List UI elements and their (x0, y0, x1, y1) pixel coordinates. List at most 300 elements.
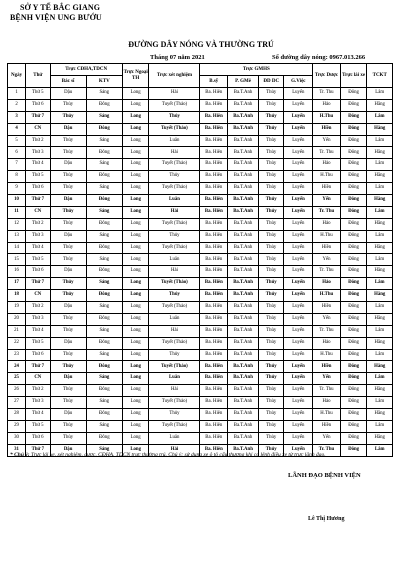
cell-thu: CN (26, 206, 50, 218)
cell-gviec: Luyến (284, 373, 313, 385)
cell-bacsi: Thủy (50, 218, 86, 230)
cell-xetnghiem: Thủy (149, 230, 200, 242)
signer-name: Lê Thị Hương (308, 516, 345, 522)
cell-pgmc: Ba.T.Anh (228, 349, 259, 361)
cell-bsy: Ba. Hiên (200, 420, 228, 432)
cell-laixe: Đông (340, 373, 367, 385)
cell-duoc: Hiền (313, 361, 341, 373)
cell-gviec: Luyến (284, 183, 313, 195)
cell-bacsi: Dậu (50, 266, 86, 278)
cell-tckt: Lâm (367, 373, 393, 385)
col-header-tckt: TCKT (367, 64, 393, 88)
cell-ngoai: Long (122, 218, 149, 230)
table-row (8, 349, 393, 361)
cell-tckt: Lâm (367, 135, 393, 147)
cell-gviec: Luyến (284, 254, 313, 266)
cell-bacsi: Thủy (50, 420, 86, 432)
cell-pgmc: Ba.T.Anh (228, 432, 259, 444)
cell-ktv: Đông (86, 385, 122, 397)
table-row (8, 242, 393, 254)
cell-bsy: Ba. Hiên (200, 385, 228, 397)
cell-thu: Thứ 4 (26, 325, 50, 337)
col-header-duoc: Trực Dược (313, 64, 341, 88)
cell-bacsi: Thủy (50, 349, 86, 361)
cell-gviec: Luyến (284, 290, 313, 302)
cell-gviec: Luyến (284, 195, 313, 207)
cell-xetnghiem: Hải (149, 266, 200, 278)
table-row (8, 290, 393, 302)
cell-pgmc: Ba.T.Anh (228, 278, 259, 290)
document-month: Tháng 07 năm 2021 (150, 54, 205, 61)
cell-dddc: Thủy (258, 195, 284, 207)
table-row (8, 373, 393, 385)
cell-dddc: Thủy (258, 444, 284, 456)
cell-ngay: 29 (8, 420, 26, 432)
cell-dddc: Thủy (258, 349, 284, 361)
cell-pgmc: Ba.T.Anh (228, 361, 259, 373)
cell-ngay: 13 (8, 230, 26, 242)
cell-ngay: 27 (8, 397, 26, 409)
cell-ngoai: Long (122, 111, 149, 123)
footnote-label: * Chú ý: (10, 452, 30, 458)
cell-laixe: Đông (340, 111, 367, 123)
cell-ktv: Sáng (86, 135, 122, 147)
cell-tckt: Lâm (367, 230, 393, 242)
cell-thu: CN (26, 290, 50, 302)
col-header-dddc: ĐD DC (258, 76, 284, 88)
table-row (8, 88, 393, 100)
cell-bacsi: Dậu (50, 337, 86, 349)
cell-duoc: Yến (313, 373, 341, 385)
cell-ktv: Đông (86, 266, 122, 278)
cell-xetnghiem: Tuyết (Thảo) (149, 123, 200, 135)
cell-xetnghiem: Hải (149, 385, 200, 397)
cell-bacsi: Dậu (50, 195, 86, 207)
cell-pgmc: Ba.T.Anh (228, 385, 259, 397)
cell-thu: Thứ 7 (26, 361, 50, 373)
cell-ngoai: Long (122, 349, 149, 361)
cell-duoc: Yến (313, 432, 341, 444)
cell-ktv: Đông (86, 123, 122, 135)
cell-ktv: Sáng (86, 230, 122, 242)
table-row (8, 325, 393, 337)
cell-ktv: Đông (86, 99, 122, 111)
cell-ngoai: Long (122, 290, 149, 302)
cell-bacsi: Dậu (50, 409, 86, 421)
table-row (8, 123, 393, 135)
cell-thu: Thứ 6 (26, 266, 50, 278)
cell-xetnghiem: Luân (149, 195, 200, 207)
cell-tckt: Lâm (367, 159, 393, 171)
cell-ngay: 21 (8, 325, 26, 337)
cell-thu: Thứ 4 (26, 242, 50, 254)
cell-ngay: 11 (8, 206, 26, 218)
cell-duoc: Yến (313, 313, 341, 325)
cell-ktv: Đông (86, 337, 122, 349)
cell-gviec: Luyến (284, 99, 313, 111)
cell-bacsi: Thủy (50, 171, 86, 183)
cell-ngay: 17 (8, 278, 26, 290)
table-row (8, 183, 393, 195)
cell-duoc: Hiền (313, 183, 341, 195)
cell-bacsi: Dậu (50, 230, 86, 242)
cell-ngay: 16 (8, 266, 26, 278)
cell-bacsi: Thủy (50, 99, 86, 111)
table-row (8, 361, 393, 373)
cell-pgmc: Ba.T.Anh (228, 171, 259, 183)
cell-ktv: Sáng (86, 420, 122, 432)
cell-dddc: Thủy (258, 313, 284, 325)
cell-tckt: Lâm (367, 278, 393, 290)
cell-ngoai: Long (122, 420, 149, 432)
cell-thu: CN (26, 373, 50, 385)
cell-dddc: Thủy (258, 183, 284, 195)
cell-gviec: Luyến (284, 302, 313, 314)
table-row (8, 397, 393, 409)
cell-ngoai: Long (122, 278, 149, 290)
cell-ngay: 26 (8, 385, 26, 397)
col-header-gmhs: Trực GMHS (200, 64, 313, 76)
cell-bsy: Ba. Hiên (200, 123, 228, 135)
cell-tckt: Lâm (367, 254, 393, 266)
table-row (8, 420, 393, 432)
cell-laixe: Đông (340, 88, 367, 100)
table-row (8, 171, 393, 183)
cell-bsy: Ba. Hiên (200, 373, 228, 385)
cell-bacsi: Thủy (50, 206, 86, 218)
cell-pgmc: Ba.T.Anh (228, 397, 259, 409)
duty-roster-table (7, 63, 393, 457)
cell-bsy: Ba. Hiên (200, 111, 228, 123)
cell-pgmc: Ba.T.Anh (228, 409, 259, 421)
cell-tckt: Hằng (367, 218, 393, 230)
col-header-xetnghiem: Trực xét nghiệm (149, 64, 200, 88)
cell-laixe: Đông (340, 278, 367, 290)
cell-duoc: Tr. Thu (313, 266, 341, 278)
cell-ngay: 8 (8, 171, 26, 183)
cell-ktv: Sáng (86, 302, 122, 314)
cell-tckt: Hằng (367, 432, 393, 444)
cell-laixe: Đông (340, 183, 367, 195)
cell-gviec: Luyến (284, 230, 313, 242)
cell-ngay: 31 (8, 444, 26, 456)
cell-tckt: Lâm (367, 397, 393, 409)
footnote (10, 452, 395, 459)
cell-tckt: Hằng (367, 123, 393, 135)
table-row (8, 99, 393, 111)
table-row (8, 278, 393, 290)
cell-laixe: Đông (340, 195, 367, 207)
cell-duoc: Hảo (313, 337, 341, 349)
cell-gviec: Luyến (284, 147, 313, 159)
cell-pgmc: Ba.T.Anh (228, 444, 259, 456)
cell-bacsi: Thủy (50, 432, 86, 444)
table-row (8, 111, 393, 123)
cell-bacsi: Thủy (50, 278, 86, 290)
cell-bsy: Ba. Hiên (200, 349, 228, 361)
cell-bsy: Ba. Hiên (200, 290, 228, 302)
cell-ngoai: Long (122, 337, 149, 349)
cell-thu: Thứ 2 (26, 385, 50, 397)
col-header-cdha: Trực CĐHA,TDCN (50, 64, 122, 76)
cell-dddc: Thủy (258, 135, 284, 147)
cell-duoc: Yến (313, 254, 341, 266)
cell-ngoai: Long (122, 159, 149, 171)
cell-thu: Thứ 7 (26, 195, 50, 207)
cell-ngoai: Long (122, 195, 149, 207)
cell-tckt: Hằng (367, 313, 393, 325)
cell-ngay: 25 (8, 373, 26, 385)
cell-ngay: 12 (8, 218, 26, 230)
cell-xetnghiem: Luân (149, 432, 200, 444)
cell-thu: Thứ 6 (26, 183, 50, 195)
cell-laixe: Đông (340, 135, 367, 147)
cell-pgmc: Ba.T.Anh (228, 313, 259, 325)
cell-ngoai: Long (122, 242, 149, 254)
cell-thu: Thứ 4 (26, 159, 50, 171)
cell-ktv: Sáng (86, 159, 122, 171)
cell-xetnghiem: Thủy (149, 349, 200, 361)
cell-gviec: Luyến (284, 206, 313, 218)
cell-dddc: Thủy (258, 397, 284, 409)
cell-ngoai: Long (122, 302, 149, 314)
cell-dddc: Thủy (258, 432, 284, 444)
cell-laixe: Đông (340, 290, 367, 302)
cell-duoc: Hảo (313, 99, 341, 111)
cell-ngay: 4 (8, 123, 26, 135)
cell-duoc: Hiền (313, 420, 341, 432)
cell-ktv: Đông (86, 218, 122, 230)
cell-pgmc: Ba.T.Anh (228, 373, 259, 385)
cell-thu: Thứ 3 (26, 313, 50, 325)
cell-ngay: 6 (8, 147, 26, 159)
cell-xetnghiem: Hải (149, 325, 200, 337)
cell-bsy: Ba. Hiên (200, 302, 228, 314)
cell-ngoai: Long (122, 325, 149, 337)
org-line-1: SỞ Y TẾ BẮC GIANG (20, 3, 101, 12)
cell-bacsi: Dậu (50, 88, 86, 100)
cell-xetnghiem: Tuyết (Thảo) (149, 218, 200, 230)
cell-laixe: Đông (340, 171, 367, 183)
table-row (8, 159, 393, 171)
cell-dddc: Thủy (258, 385, 284, 397)
cell-bsy: Ba. Hiên (200, 135, 228, 147)
cell-bacsi: Dậu (50, 302, 86, 314)
cell-dddc: Thủy (258, 88, 284, 100)
cell-tckt: Hằng (367, 147, 393, 159)
cell-laixe: Đông (340, 313, 367, 325)
cell-ngay: 1 (8, 88, 26, 100)
cell-laixe: Đông (340, 397, 367, 409)
cell-duoc: Hảo (313, 159, 341, 171)
cell-ngay: 23 (8, 349, 26, 361)
cell-ngay: 7 (8, 159, 26, 171)
cell-gviec: Luyến (284, 325, 313, 337)
col-header-ktv: KTV (86, 76, 122, 88)
cell-gviec: Luyến (284, 123, 313, 135)
cell-pgmc: Ba.T.Anh (228, 147, 259, 159)
cell-ngoai: Long (122, 206, 149, 218)
cell-ngoai: Long (122, 432, 149, 444)
cell-tckt: Lâm (367, 206, 393, 218)
cell-dddc: Thủy (258, 325, 284, 337)
cell-dddc: Thủy (258, 254, 284, 266)
cell-ngoai: Long (122, 88, 149, 100)
cell-ngoai: Long (122, 183, 149, 195)
cell-gviec: Luyến (284, 218, 313, 230)
cell-dddc: Thủy (258, 218, 284, 230)
cell-tckt: Hằng (367, 337, 393, 349)
cell-xetnghiem: Thủy (149, 171, 200, 183)
cell-xetnghiem: Tuyết (Thảo) (149, 420, 200, 432)
cell-ngay: 20 (8, 313, 26, 325)
cell-duoc: H.Thu (313, 409, 341, 421)
cell-thu: Thứ 5 (26, 420, 50, 432)
cell-laixe: Đông (340, 349, 367, 361)
cell-ktv: Sáng (86, 373, 122, 385)
cell-ngoai: Long (122, 230, 149, 242)
cell-xetnghiem: Thủy (149, 111, 200, 123)
cell-gviec: Luyến (284, 432, 313, 444)
cell-thu: Thứ 5 (26, 171, 50, 183)
cell-bacsi: Thủy (50, 325, 86, 337)
cell-ngoai: Long (122, 444, 149, 456)
cell-gviec: Luyến (284, 278, 313, 290)
cell-thu: Thứ 3 (26, 397, 50, 409)
table-row (8, 409, 393, 421)
cell-bacsi: Thủy (50, 313, 86, 325)
cell-gviec: Luyến (284, 313, 313, 325)
cell-xetnghiem: Thủy (149, 409, 200, 421)
cell-thu: Thứ 2 (26, 302, 50, 314)
cell-bacsi: Thủy (50, 183, 86, 195)
cell-ktv: Sáng (86, 278, 122, 290)
cell-thu: Thứ 3 (26, 147, 50, 159)
cell-laixe: Đông (340, 218, 367, 230)
cell-duoc: Tr. Thu (313, 147, 341, 159)
cell-laixe: Đông (340, 230, 367, 242)
cell-pgmc: Ba.T.Anh (228, 218, 259, 230)
cell-ngay: 5 (8, 135, 26, 147)
cell-bsy: Ba. Hiên (200, 218, 228, 230)
cell-ktv: Sáng (86, 444, 122, 456)
cell-tckt: Hằng (367, 385, 393, 397)
cell-laixe: Đông (340, 325, 367, 337)
cell-duoc: H.Thu (313, 111, 341, 123)
cell-thu: Thứ 5 (26, 88, 50, 100)
cell-xetnghiem: Luân (149, 373, 200, 385)
cell-duoc: Tr. Thu (313, 385, 341, 397)
cell-thu: Thứ 2 (26, 218, 50, 230)
cell-xetnghiem: Tuyết (Thảo) (149, 397, 200, 409)
cell-dddc: Thủy (258, 99, 284, 111)
cell-ngoai: Long (122, 397, 149, 409)
cell-ngay: 28 (8, 409, 26, 421)
cell-pgmc: Ba.T.Anh (228, 302, 259, 314)
cell-bsy: Ba. Hiên (200, 444, 228, 456)
cell-xetnghiem: Tuyết (Thảo) (149, 337, 200, 349)
org-line-2: BỆNH VIỆN UNG BƯỚU (10, 13, 102, 22)
cell-bacsi: Dậu (50, 444, 86, 456)
cell-ngoai: Long (122, 99, 149, 111)
cell-ktv: Đông (86, 290, 122, 302)
cell-laixe: Đông (340, 254, 367, 266)
table-row (8, 135, 393, 147)
cell-tckt: Hằng (367, 99, 393, 111)
cell-bsy: Ba. Hiên (200, 206, 228, 218)
cell-dddc: Thủy (258, 373, 284, 385)
cell-dddc: Thủy (258, 230, 284, 242)
cell-pgmc: Ba.T.Anh (228, 195, 259, 207)
cell-tckt: Hằng (367, 409, 393, 421)
cell-pgmc: Ba.T.Anh (228, 183, 259, 195)
cell-thu: Thứ 6 (26, 432, 50, 444)
cell-ngoai: Long (122, 123, 149, 135)
col-header-laixe: Trực lái xe (340, 64, 367, 88)
cell-laixe: Đông (340, 409, 367, 421)
cell-xetnghiem: Tuyết (Thảo) (149, 183, 200, 195)
cell-tckt: Lâm (367, 302, 393, 314)
cell-dddc: Thủy (258, 123, 284, 135)
cell-laixe: Đông (340, 266, 367, 278)
cell-ngoai: Long (122, 385, 149, 397)
cell-thu: Thứ 5 (26, 254, 50, 266)
cell-tckt: Lâm (367, 444, 393, 456)
cell-ktv: Đông (86, 147, 122, 159)
cell-pgmc: Ba.T.Anh (228, 290, 259, 302)
cell-pgmc: Ba.T.Anh (228, 159, 259, 171)
cell-thu: Thứ 3 (26, 230, 50, 242)
cell-pgmc: Ba.T.Anh (228, 420, 259, 432)
table-row (8, 302, 393, 314)
cell-xetnghiem: Tuyết (Thảo) (149, 159, 200, 171)
cell-bacsi: Thủy (50, 242, 86, 254)
cell-bsy: Ba. Hiên (200, 409, 228, 421)
cell-gviec: Luyến (284, 88, 313, 100)
cell-bacsi: Thủy (50, 254, 86, 266)
cell-bsy: Ba. Hiên (200, 325, 228, 337)
cell-thu: Thứ 7 (26, 444, 50, 456)
cell-dddc: Thủy (258, 302, 284, 314)
cell-dddc: Thủy (258, 147, 284, 159)
cell-pgmc: Ba.T.Anh (228, 266, 259, 278)
cell-xetnghiem: Tuyết (Thảo) (149, 302, 200, 314)
cell-ngay: 14 (8, 242, 26, 254)
cell-laixe: Đông (340, 444, 367, 456)
cell-ngoai: Long (122, 409, 149, 421)
cell-ngay: 30 (8, 432, 26, 444)
cell-ktv: Đông (86, 242, 122, 254)
cell-xetnghiem: Tuyết (Thảo) (149, 242, 200, 254)
cell-thu: CN (26, 123, 50, 135)
cell-ngoai: Long (122, 147, 149, 159)
cell-tckt: Hằng (367, 171, 393, 183)
cell-bacsi: Thủy (50, 397, 86, 409)
cell-bacsi: Thủy (50, 385, 86, 397)
cell-duoc: H.Thu (313, 290, 341, 302)
col-header-thu: Thứ (26, 64, 50, 88)
cell-duoc: Hảo (313, 278, 341, 290)
cell-xetnghiem: Tuyết (Thảo) (149, 278, 200, 290)
cell-ngay: 22 (8, 337, 26, 349)
cell-ngoai: Long (122, 254, 149, 266)
cell-duoc: Hảo (313, 397, 341, 409)
cell-bacsi: Thủy (50, 361, 86, 373)
cell-laixe: Đông (340, 337, 367, 349)
cell-bacsi: Thủy (50, 147, 86, 159)
cell-dddc: Thủy (258, 361, 284, 373)
cell-pgmc: Ba.T.Anh (228, 135, 259, 147)
